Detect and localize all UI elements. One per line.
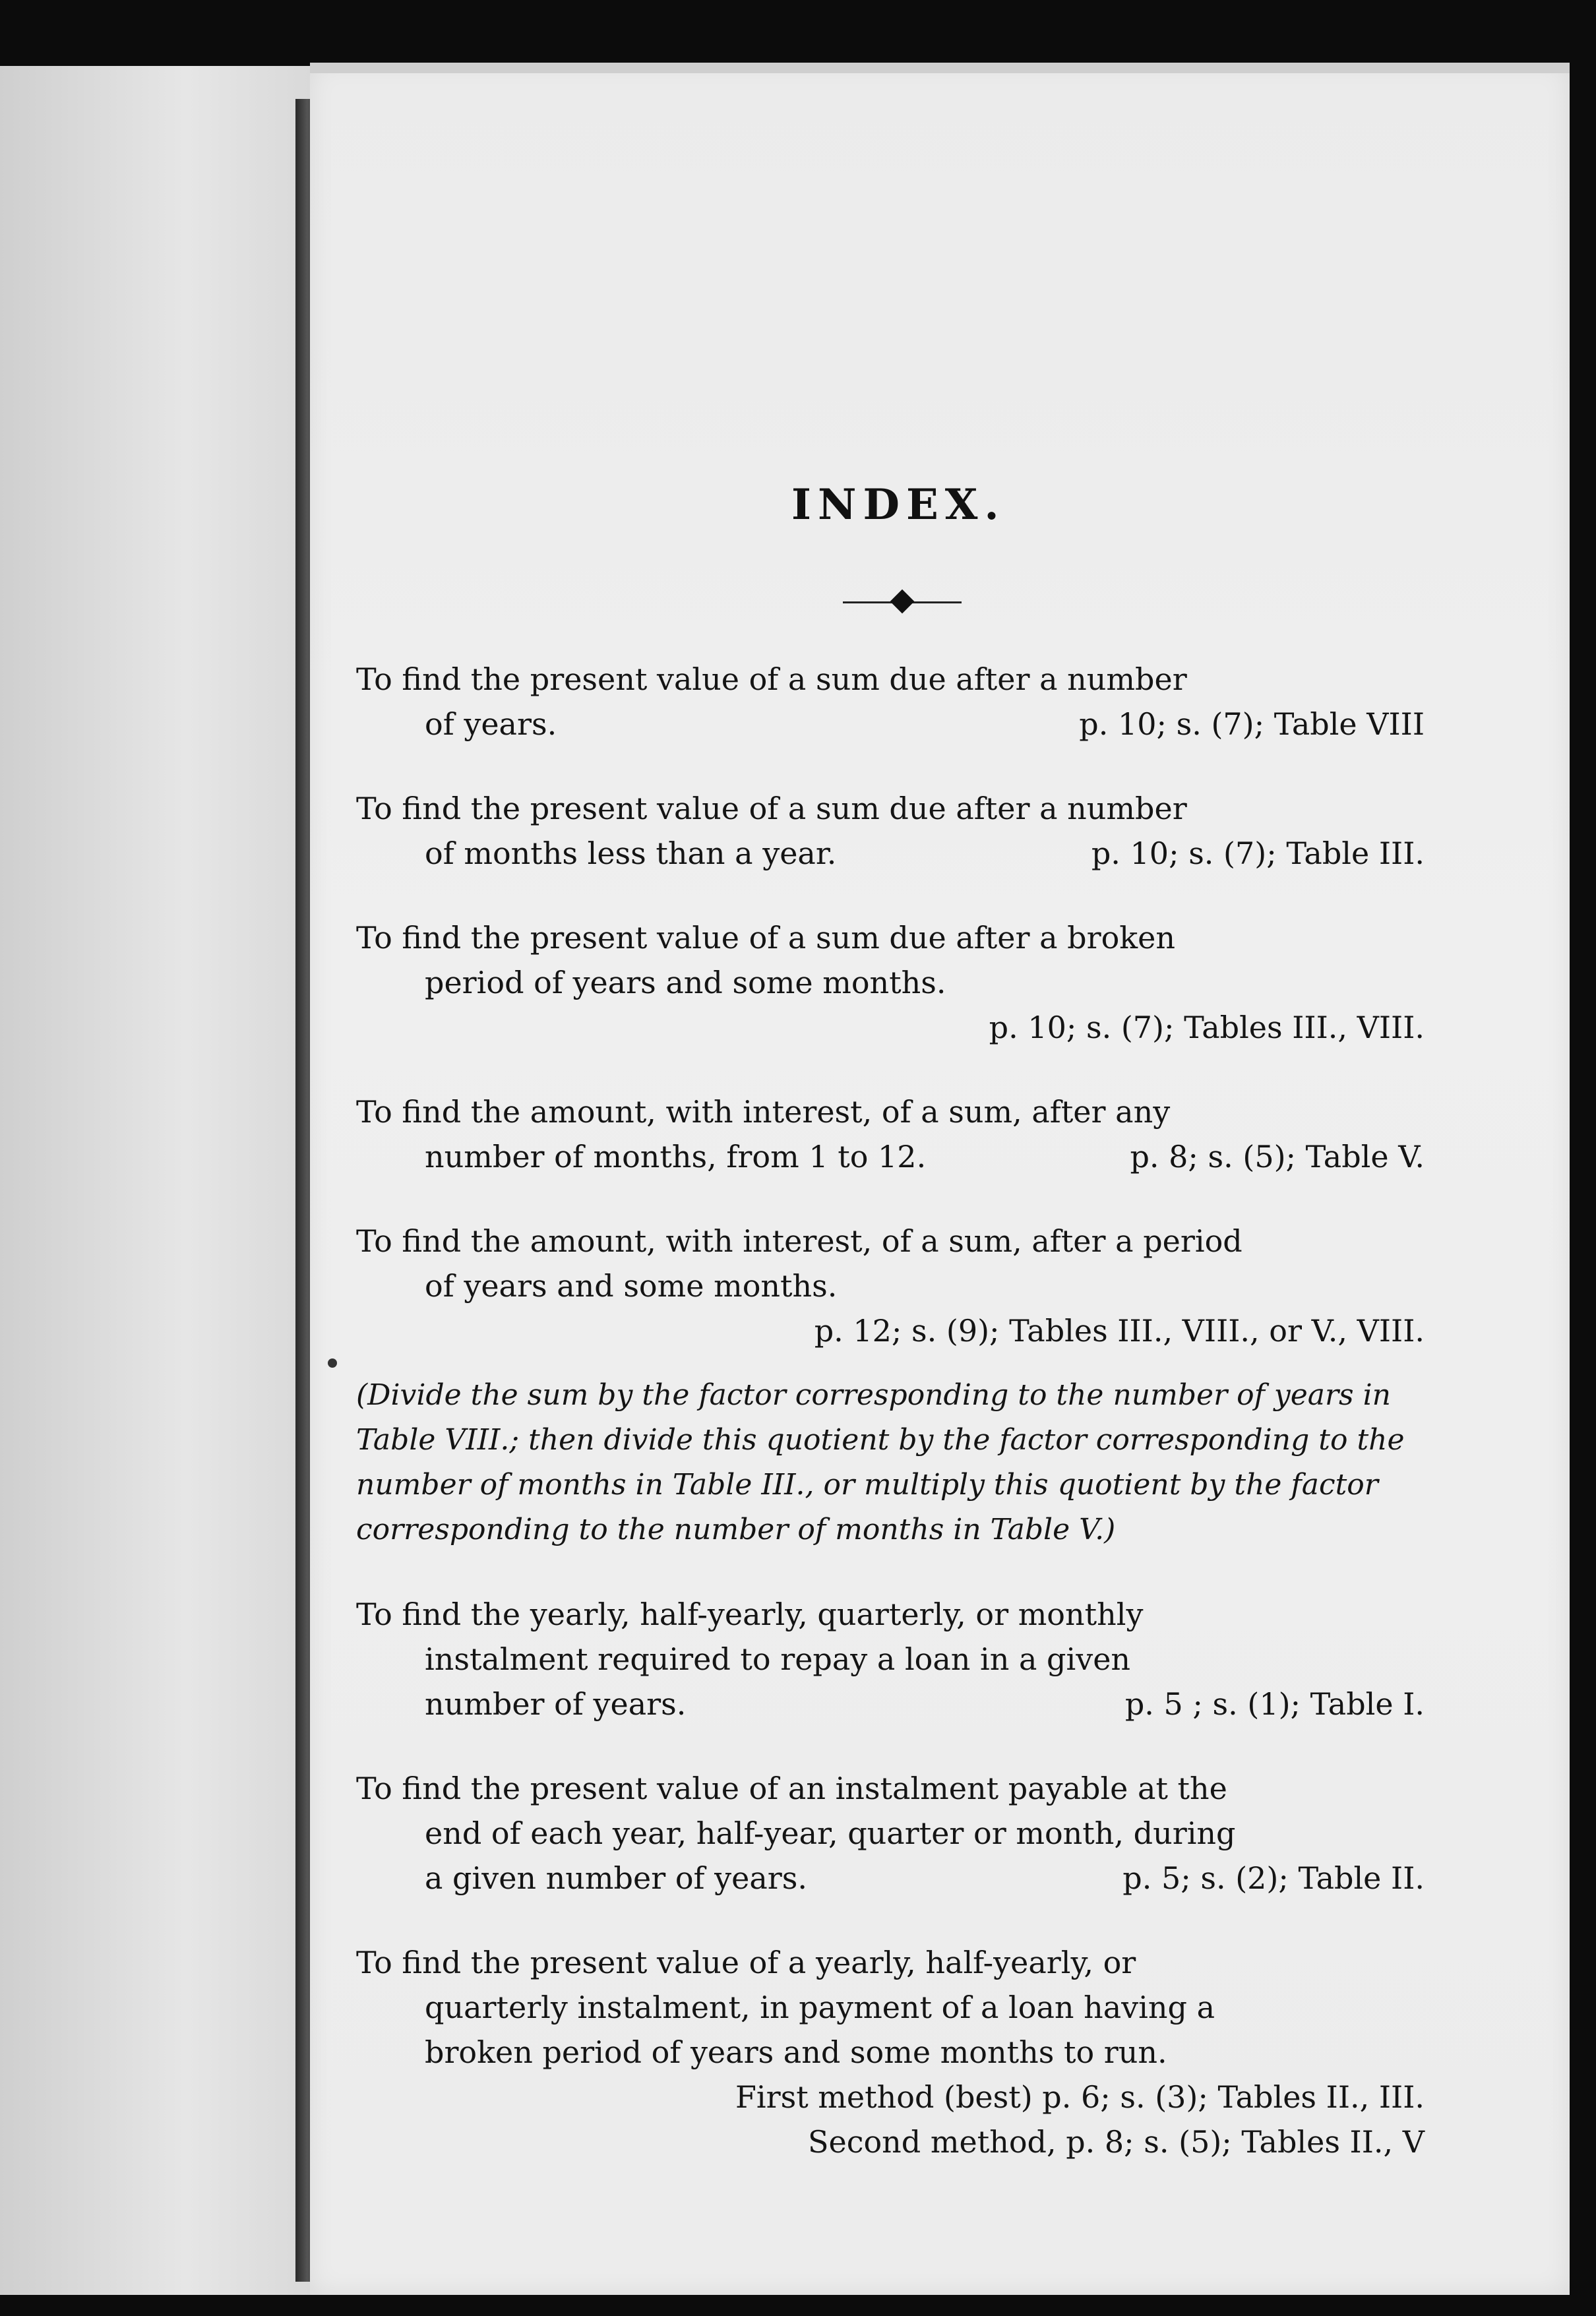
entry-line: of years. — [425, 706, 557, 742]
entry-line: period of years and some months. — [425, 965, 946, 1000]
entry-reference: Second method, p. 8; s. (5); Tables II., V — [807, 2124, 1425, 2160]
index-entry — [356, 786, 1425, 876]
entry-line: instalment required to repay a loan in a given — [425, 1641, 1131, 1677]
index-entry — [356, 915, 1425, 1050]
entry-line: To find the present value of a sum due after a number — [356, 791, 1187, 826]
entry-line: end of each year, half-year, quarter or month, during — [425, 1815, 1236, 1851]
index-entry — [356, 1592, 1425, 1726]
page-title: INDEX. — [791, 480, 1006, 530]
entry-line: To find the amount, with interest, of a sum, after a period — [356, 1223, 1243, 1259]
index-entry — [356, 657, 1425, 747]
method-note: (Divide the sum by the factor corresponding to the number of years in Table VIII.; then divide this quotient by the factor corresponding to the number of months in Table III., or multiply this quotient by the factor corresponding to the number of months in Table V.) — [356, 1378, 1405, 1546]
entry-reference: First method (best) p. 6; s. (3); Tables II., III. — [735, 2079, 1425, 2115]
entry-line: number of months, from 1 to 12. — [425, 1139, 927, 1174]
entry-line: To find the present value of a sum due after a number — [356, 661, 1187, 697]
index-entry — [356, 1089, 1425, 1179]
page-top-edge — [310, 63, 1570, 73]
index-entry — [356, 1766, 1425, 1901]
index-entry — [356, 1940, 1425, 2164]
entry-reference: p. 10; s. (7); Table VIII — [1079, 706, 1425, 742]
index-entry — [356, 1219, 1425, 1353]
entry-line: broken period of years and some months to run. — [425, 2034, 1167, 2070]
entry-reference: p. 12; s. (9); Tables III., VIII., or V., VIII. — [814, 1313, 1425, 1349]
index-entries — [356, 657, 1425, 2204]
facing-page-edge — [0, 66, 310, 2295]
entry-line: a given number of years. — [425, 1860, 808, 1896]
entry-reference: p. 10; s. (7); Table III. — [1091, 836, 1425, 871]
entry-line: To find the present value of a sum due after a broken — [356, 920, 1176, 956]
ink-speck — [328, 1358, 337, 1368]
entry-reference: p. 10; s. (7); Tables III., VIII. — [989, 1010, 1425, 1045]
entry-line: of years and some months. — [425, 1268, 838, 1304]
entry-line: quarterly instalment, in payment of a loan having a — [425, 1990, 1215, 2025]
entry-reference: p. 8; s. (5); Table V. — [1130, 1139, 1425, 1174]
entry-line: To find the amount, with interest, of a sum, after any — [356, 1094, 1171, 1130]
entry-reference: p. 5; s. (2); Table II. — [1122, 1860, 1425, 1896]
entry-reference: p. 5 ; s. (1); Table I. — [1124, 1686, 1425, 1722]
entry-line: number of years. — [425, 1686, 687, 1722]
entry-line: To find the present value of an instalment payable at the — [356, 1771, 1227, 1806]
entry-line: To find the present value of a yearly, half-yearly, or — [356, 1945, 1136, 1980]
entry-line: To find the yearly, half-yearly, quarterly, or monthly — [356, 1597, 1144, 1632]
entry-line: of months less than a year. — [425, 836, 837, 871]
